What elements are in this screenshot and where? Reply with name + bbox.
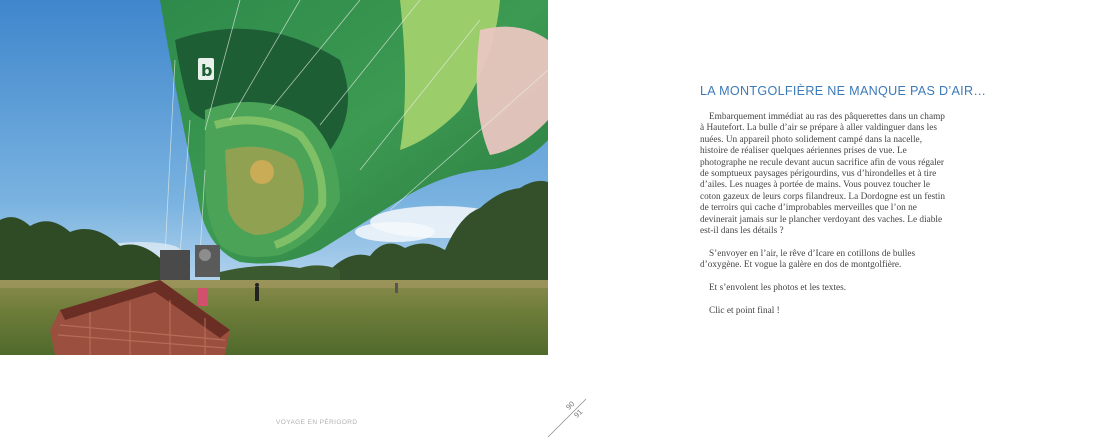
- running-title: VOYAGE EN PÉRIGORD: [276, 419, 358, 426]
- balloon-illustration: [0, 0, 548, 355]
- person: [255, 283, 259, 287]
- cloud: [355, 222, 435, 242]
- person: [255, 287, 259, 301]
- article-paragraph: Et s’envolent les photos et les textes.: [709, 283, 847, 294]
- person: [395, 283, 398, 293]
- balloon-mouth-inner: [225, 147, 304, 235]
- article-headline: LA MONTGOLFIÈRE NE MANQUE PAS D’AIR…: [700, 84, 987, 98]
- page-number-right: 91: [572, 407, 585, 420]
- burner-glow: [250, 160, 274, 184]
- article-paragraph: Clic et point final !: [709, 306, 780, 317]
- balloon-photo: [0, 0, 548, 355]
- field-haze: [0, 280, 548, 288]
- article: [700, 84, 987, 329]
- balloon-logo: b: [201, 61, 213, 80]
- article-paragraph: S’envoyer en l’air, le rêve d’Icare en cotillons de bulles d’oxygène. Et vogue la galère en dos de montgolfière.: [700, 249, 916, 271]
- page-number-left: 90: [564, 399, 577, 412]
- article-paragraph: Embarquement immédiat au ras des pâquerettes dans un champ à Hautefort. La bulle d’air se prépare à aller valdinguer dans les nuées. Un appareil photo solidement campé dans la nacelle, histoire de réaliser quelques aériennes prises de vue. Le photographe ne recule devant aucun sacrifice afin de vous régaler de somptueux paysages périgourdins, vus d’hirondelles et à tire d’ailes. Les nuages à portée de mains. Vous pouvez toucher le coton gazeux de leurs corps filandreux. La Dordogne est un festin de terroirs qui cache d’improbables merveilles que l’on ne devinerait jamais sur le plancher verdoyant des vaches. Le diable est-il dans les détails ?: [700, 112, 945, 237]
